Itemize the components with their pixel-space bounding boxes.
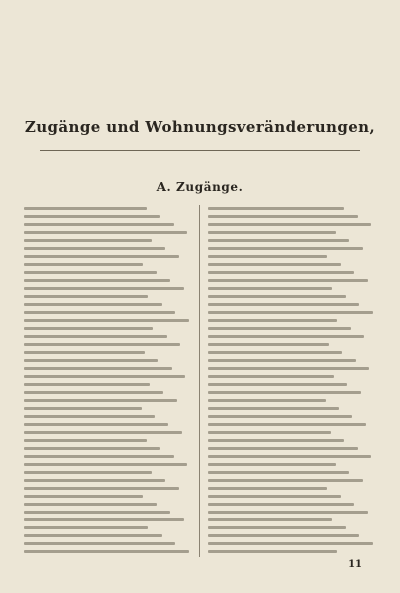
register-entry [208, 325, 376, 332]
register-entry [24, 397, 192, 404]
register-entry [24, 468, 192, 475]
register-entry [24, 341, 192, 348]
register-entry [24, 484, 192, 491]
register-entry [24, 205, 192, 212]
register-entry [208, 253, 376, 260]
register-entry [208, 500, 376, 507]
register-entry [24, 453, 192, 460]
right-column [208, 205, 376, 557]
register-entry [24, 373, 192, 380]
register-entry [208, 532, 376, 539]
register-entry [24, 269, 192, 276]
register-entry [24, 381, 192, 388]
register-entry [208, 413, 376, 420]
register-entry [208, 468, 376, 475]
register-entry [24, 317, 192, 324]
register-entry [208, 293, 376, 300]
register-entry [24, 532, 192, 539]
register-entry [208, 357, 376, 364]
register-entry [208, 221, 376, 228]
register-entry [208, 421, 376, 428]
register-entry [208, 405, 376, 412]
register-entry [24, 221, 192, 228]
column-divider [199, 205, 200, 557]
register-entry [208, 349, 376, 356]
register-entry [208, 461, 376, 468]
register-entry [24, 325, 192, 332]
register-entry [208, 341, 376, 348]
register-entry [208, 237, 376, 244]
register-entry [24, 357, 192, 364]
register-entry [24, 309, 192, 316]
register-entry [208, 381, 376, 388]
register-entry [208, 229, 376, 236]
register-entry [24, 492, 192, 499]
register-entry [208, 524, 376, 531]
register-entry [208, 213, 376, 220]
register-entry [24, 333, 192, 340]
register-entry [24, 540, 192, 547]
register-entry [208, 317, 376, 324]
register-entry [24, 508, 192, 515]
register-entry [208, 301, 376, 308]
page-number: 11 [348, 559, 362, 570]
register-entry [208, 437, 376, 444]
register-entry [24, 245, 192, 252]
register-entry [208, 333, 376, 340]
register-entry [24, 365, 192, 372]
register-entry [208, 373, 376, 380]
register-entry [208, 277, 376, 284]
register-entry [24, 285, 192, 292]
register-entry [208, 205, 376, 212]
register-entry [208, 389, 376, 396]
register-entry [208, 484, 376, 491]
register-entry [208, 269, 376, 276]
register-entry [24, 293, 192, 300]
register-entry [208, 548, 376, 555]
register-entry [24, 237, 192, 244]
register-entry [24, 437, 192, 444]
register-entry [24, 429, 192, 436]
entries-columns [24, 205, 376, 557]
register-entry [24, 548, 192, 555]
register-entry [208, 245, 376, 252]
register-entry [208, 445, 376, 452]
register-entry [24, 524, 192, 531]
register-entry [24, 476, 192, 483]
register-entry [208, 508, 376, 515]
register-entry [24, 405, 192, 412]
register-entry [208, 365, 376, 372]
register-entry [24, 261, 192, 268]
register-entry [208, 492, 376, 499]
register-entry [24, 421, 192, 428]
register-entry [24, 277, 192, 284]
register-entry [208, 285, 376, 292]
register-entry [24, 349, 192, 356]
page-title: Zugänge und Wohnungsveränderungen, [24, 118, 376, 136]
register-entry [24, 461, 192, 468]
register-entry [24, 445, 192, 452]
register-entry [208, 261, 376, 268]
register-entry [24, 516, 192, 523]
register-entry [208, 453, 376, 460]
register-entry [208, 540, 376, 547]
register-entry [208, 429, 376, 436]
register-entry [24, 229, 192, 236]
register-entry [208, 397, 376, 404]
register-entry [208, 516, 376, 523]
section-heading: A. Zugänge. [156, 180, 244, 194]
register-entry [24, 500, 192, 507]
header-divider [40, 150, 360, 151]
register-entry [24, 389, 192, 396]
register-entry [24, 253, 192, 260]
left-column [24, 205, 192, 557]
register-entry [24, 213, 192, 220]
register-entry [208, 476, 376, 483]
register-entry [208, 309, 376, 316]
register-entry [24, 413, 192, 420]
register-entry [24, 301, 192, 308]
